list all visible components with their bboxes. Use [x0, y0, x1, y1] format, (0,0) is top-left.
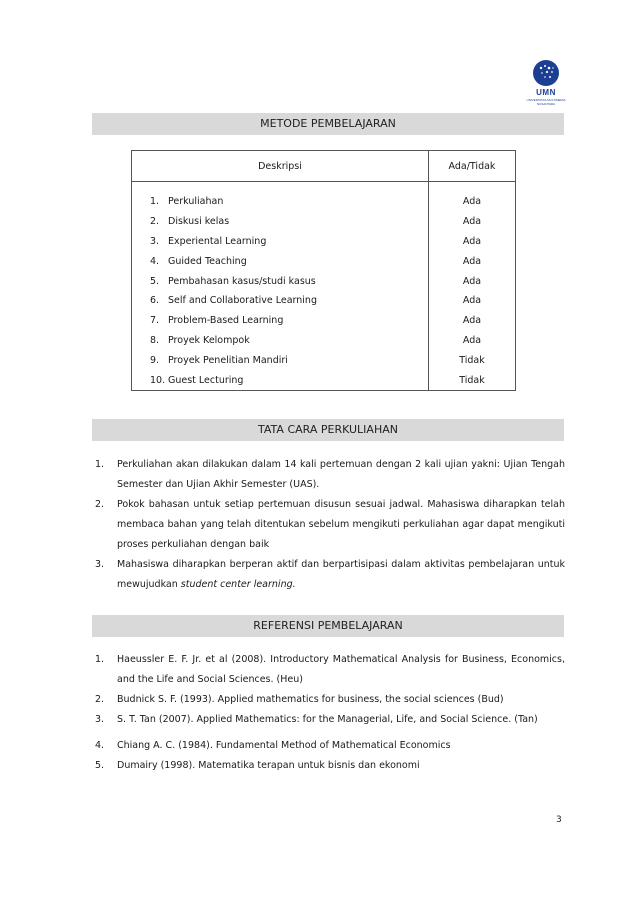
row-number: 5.	[150, 275, 160, 287]
list-number: 1.	[95, 459, 105, 470]
table-row	[132, 331, 516, 351]
table-row	[132, 232, 516, 252]
row-number: 10.	[150, 374, 166, 386]
row-label: Guest Lecturing	[168, 374, 244, 386]
list-number: 5.	[95, 760, 105, 771]
logo-subtitle: UNIVERSITAS MULTIMEDIA NUSANTARA	[526, 98, 566, 106]
tata-list	[95, 455, 565, 595]
row-status: Ada	[428, 311, 515, 331]
list-text: Pokok bahasan untuk setiap pertemuan disusun sesuai jadwal. Mahasiswa diharapkan telah membaca bahan yang telah ditentukan sebelum mengikuti perkuliahan agar dapat mengikuti proses perkuliahan dengan baik	[117, 499, 565, 550]
table-row	[132, 370, 516, 390]
row-label: Guided Teaching	[168, 255, 247, 267]
row-status: Ada	[428, 291, 515, 311]
list-text: Mahasiswa diharapkan berperan aktif dan berpartisipasi dalam aktivitas pembelajaran untuk mewujudkan	[117, 559, 565, 590]
list-number: 3.	[95, 559, 105, 570]
page-number: 3	[556, 815, 562, 825]
list-text: Perkuliahan akan dilakukan dalam 14 kali pertemuan dengan 2 kali ujian yakni: Ujian Tengah Semester dan Ujian Akhir Semester (UAS).	[117, 459, 565, 490]
row-status: Tidak	[428, 370, 515, 390]
tata-item	[95, 495, 565, 555]
metode-table	[131, 150, 516, 391]
logo-wordmark: UMN	[536, 88, 556, 97]
section-header-metode: METODE PEMBELAJARAN	[92, 113, 564, 135]
table-header-deskripsi: Deskripsi	[132, 151, 429, 182]
row-label: Self and Collaborative Learning	[168, 295, 317, 307]
list-text: Chiang A. C. (1984). Fundamental Method of Mathematical Economics	[117, 740, 451, 751]
row-status: Ada	[428, 271, 515, 291]
row-label: Perkuliahan	[168, 196, 224, 208]
table-row	[132, 350, 516, 370]
row-number: 4.	[150, 255, 160, 267]
row-number: 8.	[150, 334, 160, 346]
row-number: 6.	[150, 295, 160, 307]
tata-item	[95, 555, 565, 595]
table-row	[132, 271, 516, 291]
row-number: 1.	[150, 196, 160, 208]
row-status: Ada	[428, 212, 515, 232]
row-number: 7.	[150, 315, 160, 327]
list-text: Budnick S. F. (1993). Applied mathematics for business, the social sciences (Bud)	[117, 694, 504, 705]
row-label: Diskusi kelas	[168, 216, 230, 228]
table-row	[132, 291, 516, 311]
row-label: Pembahasan kasus/studi kasus	[168, 275, 316, 287]
list-number: 2.	[95, 499, 105, 510]
umn-logo	[524, 58, 568, 110]
table-header-status: Ada/Tidak	[428, 151, 515, 182]
table-row	[132, 251, 516, 271]
table-row	[132, 212, 516, 232]
list-text: S. T. Tan (2007). Applied Mathematics: for the Managerial, Life, and Social Science. (Tan)	[117, 714, 538, 725]
row-label: Proyek Kelompok	[168, 334, 250, 346]
row-status: Tidak	[428, 350, 515, 370]
row-number: 9.	[150, 354, 160, 366]
list-text-italic: student center learning.	[180, 579, 296, 590]
list-text: Haeussler E. F. Jr. et al (2008). Introductory Mathematical Analysis for Business, Economics, and the Life and Social Sciences. (Heu)	[117, 654, 565, 685]
list-number: 4.	[95, 740, 105, 751]
section-header-tata: TATA CARA PERKULIAHAN	[92, 419, 564, 441]
referensi-item	[95, 710, 565, 730]
tata-item	[95, 455, 565, 495]
row-status: Ada	[428, 331, 515, 351]
umn-emblem-icon	[524, 58, 568, 88]
referensi-item	[95, 756, 565, 776]
table-row	[132, 311, 516, 331]
list-number: 1.	[95, 654, 105, 665]
list-number: 2.	[95, 694, 105, 705]
row-status: Ada	[428, 251, 515, 271]
row-label: Problem-Based Learning	[168, 315, 284, 327]
row-status: Ada	[428, 192, 515, 212]
row-label: Experiental Learning	[168, 235, 267, 247]
row-number: 2.	[150, 216, 160, 228]
row-label: Proyek Penelitian Mandiri	[168, 354, 288, 366]
referensi-item	[95, 690, 565, 710]
referensi-item	[95, 736, 565, 756]
list-text: Dumairy (1998). Matematika terapan untuk bisnis dan ekonomi	[117, 760, 420, 771]
table-row	[132, 192, 516, 212]
section-header-referensi: REFERENSI PEMBELAJARAN	[92, 615, 564, 637]
row-status: Ada	[428, 232, 515, 252]
row-number: 3.	[150, 235, 160, 247]
list-number: 3.	[95, 714, 105, 725]
referensi-list	[95, 650, 565, 776]
referensi-item	[95, 650, 565, 690]
